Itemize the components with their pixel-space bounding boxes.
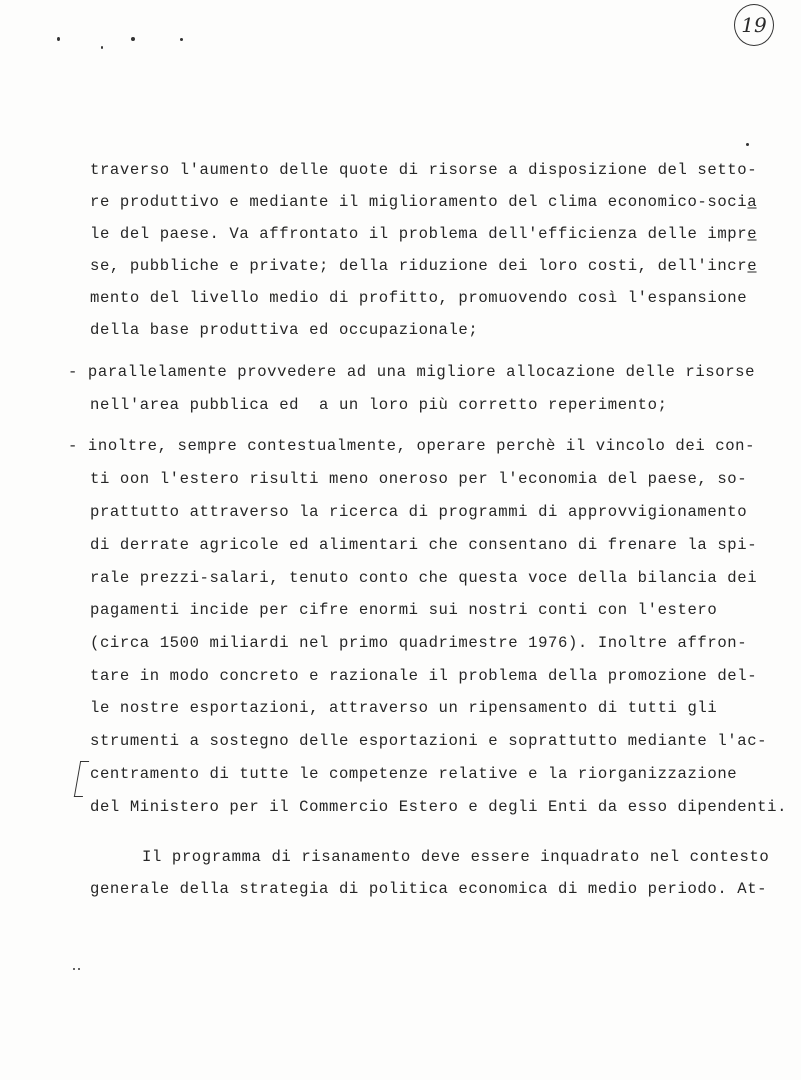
- text-line: nell'area pubblica ed a un loro più corretto reperimento;: [90, 396, 668, 414]
- text-line: - parallelamente provvedere ad una migliore allocazione delle risorse: [68, 363, 756, 381]
- text-line: tare in modo concreto e razionale il problema della promozione del-: [90, 667, 758, 685]
- scan-speck: [57, 37, 60, 41]
- page-number-circle: 19: [734, 4, 774, 46]
- text-line: ti oon l'estero risulti meno oneroso per l'economia del paese, so-: [90, 470, 748, 488]
- scan-speck: [180, 38, 183, 41]
- text-line: le nostre esportazioni, attraverso un ripensamento di tutti gli: [90, 699, 718, 717]
- text-line: rale prezzi-salari, tenuto conto che questa voce della bilancia dei: [90, 569, 758, 587]
- text-line: traverso l'aumento delle quote di risorse a disposizione del setto-: [90, 161, 758, 179]
- scan-speck: [746, 143, 749, 146]
- text-line: del Ministero per il Commercio Estero e degli Enti da esso dipendenti.: [90, 798, 788, 816]
- text-line: prattutto attraverso la ricerca di programmi di approvvigionamento: [90, 503, 748, 521]
- text-line: re produttivo e mediante il miglioramento del clima economico-socia̲: [90, 193, 758, 211]
- text-line: Il programma di risanamento deve essere inquadrato nel contesto: [142, 848, 770, 866]
- text-line: centramento di tutte le competenze relative e la riorganizzazione: [90, 765, 738, 783]
- text-line: - inoltre, sempre contestualmente, operare perchè il vincolo dei con-: [68, 437, 756, 455]
- scan-speck: [73, 968, 75, 970]
- scan-speck: [78, 968, 80, 970]
- scan-speck: [131, 37, 135, 41]
- text-line: della base produttiva ed occupazionale;: [90, 321, 479, 339]
- text-line: le del paese. Va affrontato il problema dell'efficienza delle impre̲: [90, 225, 758, 243]
- text-line: mento del livello medio di profitto, promuovendo così l'espansione: [90, 289, 748, 307]
- text-line: (circa 1500 miliardi nel primo quadrimestre 1976). Inoltre affron-: [90, 634, 748, 652]
- handwritten-bracket-mark: [74, 761, 89, 797]
- text-line: pagamenti incide per cifre enormi sui nostri conti con l'estero: [90, 601, 718, 619]
- text-line: generale della strategia di politica economica di medio periodo. At-: [90, 880, 768, 898]
- text-line: se, pubbliche e private; della riduzione dei loro costi, dell'incre̲: [90, 257, 758, 275]
- text-line: di derrate agricole ed alimentari che consentano di frenare la spi-: [90, 536, 758, 554]
- scan-speck: [101, 46, 103, 49]
- text-line: strumenti a sostegno delle esportazioni e soprattutto mediante l'ac-: [90, 732, 768, 750]
